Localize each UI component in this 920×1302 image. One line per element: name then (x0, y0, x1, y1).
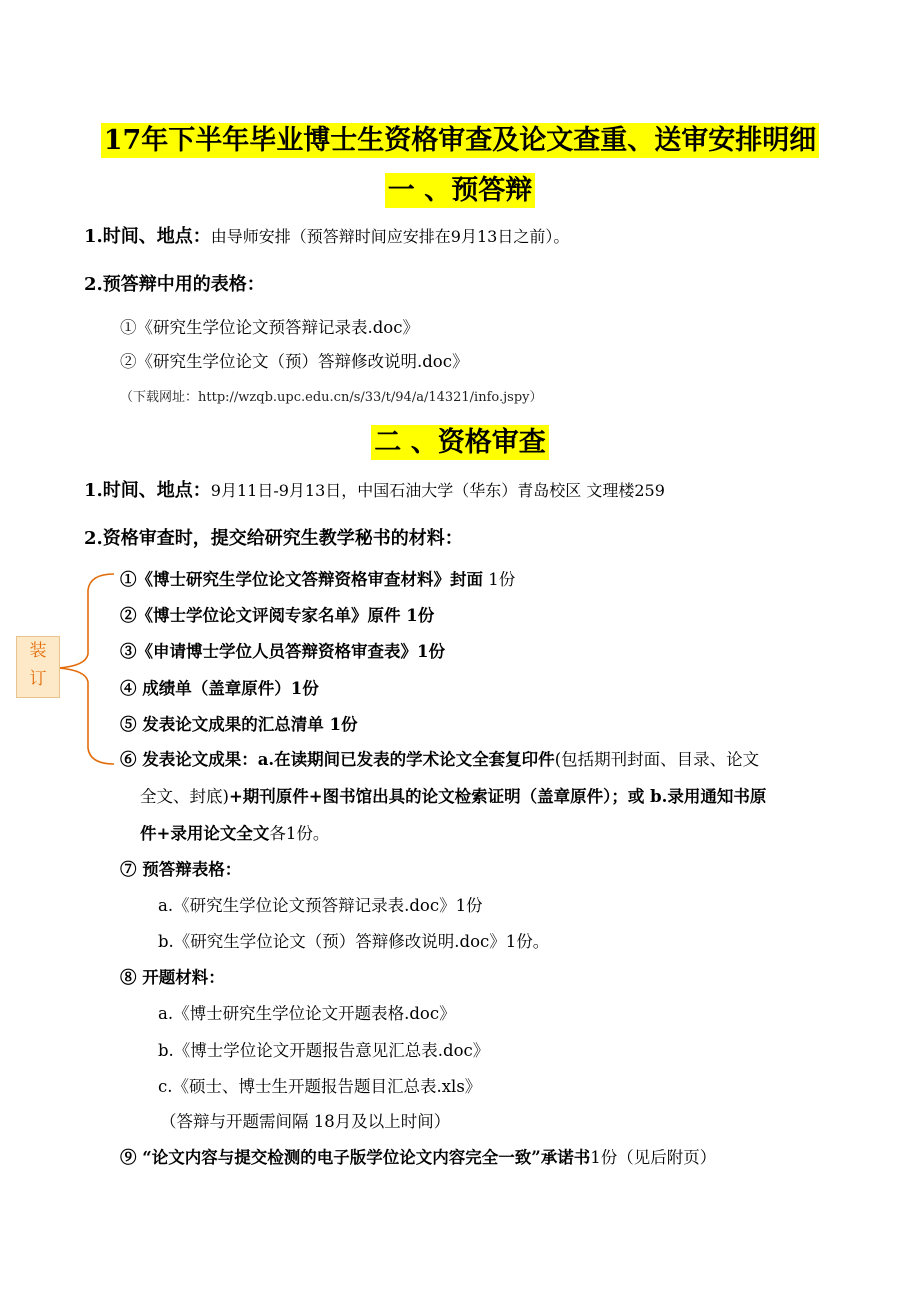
s1-form-item: ②《研究生学位论文（预）答辩修改说明.doc》 (120, 352, 469, 371)
s2-item-5: ⑤ 发表论文成果的汇总清单 1份 (120, 715, 358, 734)
s2-item-7a: a.《研究生学位论文预答辩记录表.doc》1份 (158, 896, 483, 915)
s2-item-7: ⑦ 预答辩表格： (120, 860, 242, 879)
s2-item-3: ③《申请博士学位人员答辩资格审查表》1份 (120, 642, 445, 661)
s2-item-7b: b.《研究生学位论文（预）答辩修改说明.doc》1份。 (158, 932, 550, 951)
s2-item-8a: a.《博士研究生学位论文开题表格.doc》 (158, 1004, 456, 1023)
s2-materials-label: 2.资格审查时，提交给研究生教学秘书的材料： (84, 528, 463, 549)
download-note: （下载网址：http://wzqb.upc.edu.cn/s/33/t/94/a/14321/info.jspy） (120, 390, 543, 405)
s1-forms-label: 2.预答辩中用的表格： (84, 274, 265, 295)
s2-time-line: 1.时间、地点：9月11日-9月13日，中国石油大学（华东）青岛校区 文理楼259 (84, 480, 665, 501)
s2-item-8-note: （答辩与开题需间隔 18月及以上时间） (160, 1112, 451, 1131)
section1-heading: 一 、预答辩 (0, 168, 920, 207)
section2-heading: 二 、资格审查 (0, 420, 920, 459)
binding-label: 装 订 (16, 636, 60, 698)
s2-item-2: ②《博士学位论文评阅专家名单》原件 1份 (120, 606, 435, 625)
s2-item-8: ⑧ 开题材料： (120, 968, 225, 987)
page-title: 17年下半年毕业博士生资格审查及论文查重、送审安排明细 (0, 118, 920, 157)
s2-item-6-line3: 件+录用论文全文各1份。 (140, 824, 330, 843)
s2-item-4: ④ 成绩单（盖章原件）1份 (120, 679, 319, 698)
s2-item-9: ⑨ “论文内容与提交检测的电子版学位论文内容完全一致”承诺书1份（见后附页） (120, 1148, 717, 1167)
s2-item-8c: c.《硕士、博士生开题报告题目汇总表.xls》 (158, 1077, 482, 1096)
s2-item-8b: b.《博士学位论文开题报告意见汇总表.doc》 (158, 1041, 490, 1060)
binding-bracket (56, 568, 120, 768)
s1-form-item: ①《研究生学位论文预答辩记录表.doc》 (120, 318, 419, 337)
s1-time-line: 1.时间、地点：由导师安排（预答辩时间应安排在9月13日之前）。 (84, 226, 570, 247)
s2-item-6-line2: 全文、封底)+期刊原件+图书馆出具的论文检索证明（盖章原件）；或 b.录用通知书原 (140, 787, 767, 806)
s2-item-1: ①《博士研究生学位论文答辩资格审查材料》封面 1份 (120, 570, 516, 589)
s2-item-6-line1: ⑥ 发表论文成果：a.在读期间已发表的学术论文全套复印件(包括期刊封面、目录、论文 (120, 750, 760, 769)
